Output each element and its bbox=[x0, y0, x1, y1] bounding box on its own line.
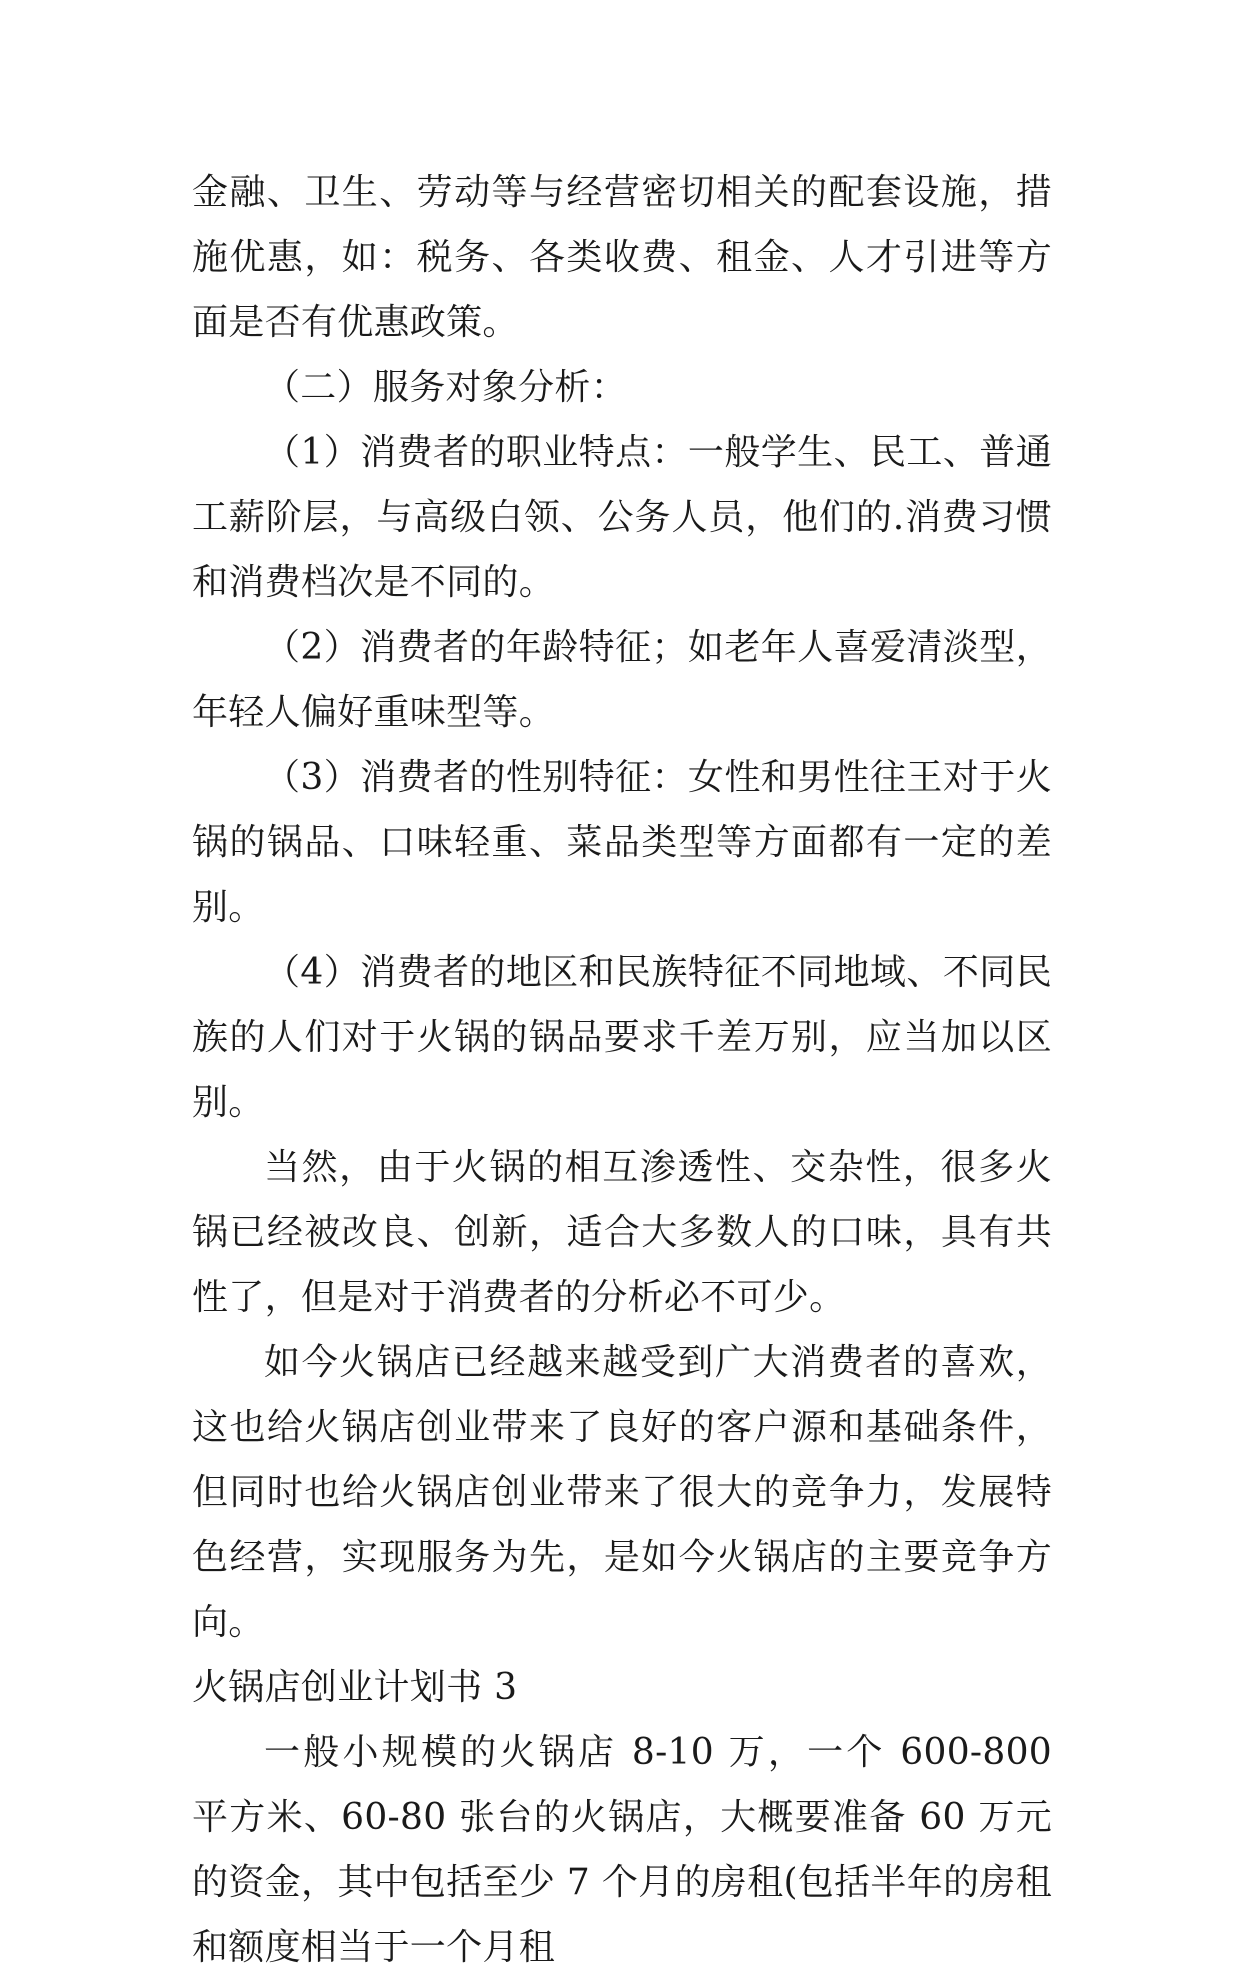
paragraph-facilities-policy: 金融、卫生、劳动等与经营密切相关的配套设施，措施优惠，如：税务、各类收费、租金、人才引进等方面是否有优惠政策。 bbox=[192, 172, 1052, 343]
paragraph-gender: （3）消费者的性别特征：女性和男性往王对于火锅的锅品、口味轻重、菜品类型等方面都有一定的差别。 bbox=[192, 757, 1052, 928]
paragraph-region-ethnicity: （4）消费者的地区和民族特征不同地域、不同民族的人们对于火锅的锅品要求千差万别，应当加以区别。 bbox=[192, 952, 1052, 1123]
document-subtitle: 火锅店创业计划书 3 bbox=[192, 1667, 518, 1708]
paragraph-competition: 如今火锅店已经越来越受到广大消费者的喜欢，这也给火锅店创业带来了良好的客户源和基础条件，但同时也给火锅店创业带来了很大的竞争力，发展特色经营，实现服务为先，是如今火锅店的主要竞争方向。 bbox=[192, 1342, 1052, 1643]
paragraph-startup-costs: 一般小规模的火锅店 8-10 万，一个 600-800 平方米、60-80 张台的火锅店，大概要准备 60 万元的资金，其中包括至少 7 个月的房租(包括半年的房租和额度相当于一个月租 bbox=[192, 1732, 1052, 1968]
paragraph-occupation: （1）消费者的职业特点：一般学生、民工、普通工薪阶层，与高级白领、公务人员，他们的.消费习惯和消费档次是不同的。 bbox=[192, 432, 1052, 603]
paragraph-hotpot-fusion: 当然，由于火锅的相互渗透性、交杂性，很多火锅已经被改良、创新，适合大多数人的口味，具有共性了，但是对于消费者的分析必不可少。 bbox=[192, 1147, 1052, 1318]
paragraph-age: （2）消费者的年龄特征；如老年人喜爱清淡型，年轻人偏好重味型等。 bbox=[192, 627, 1052, 733]
section-heading-customer-analysis: （二）服务对象分析： bbox=[264, 367, 628, 408]
document-body bbox=[192, 160, 1052, 1980]
